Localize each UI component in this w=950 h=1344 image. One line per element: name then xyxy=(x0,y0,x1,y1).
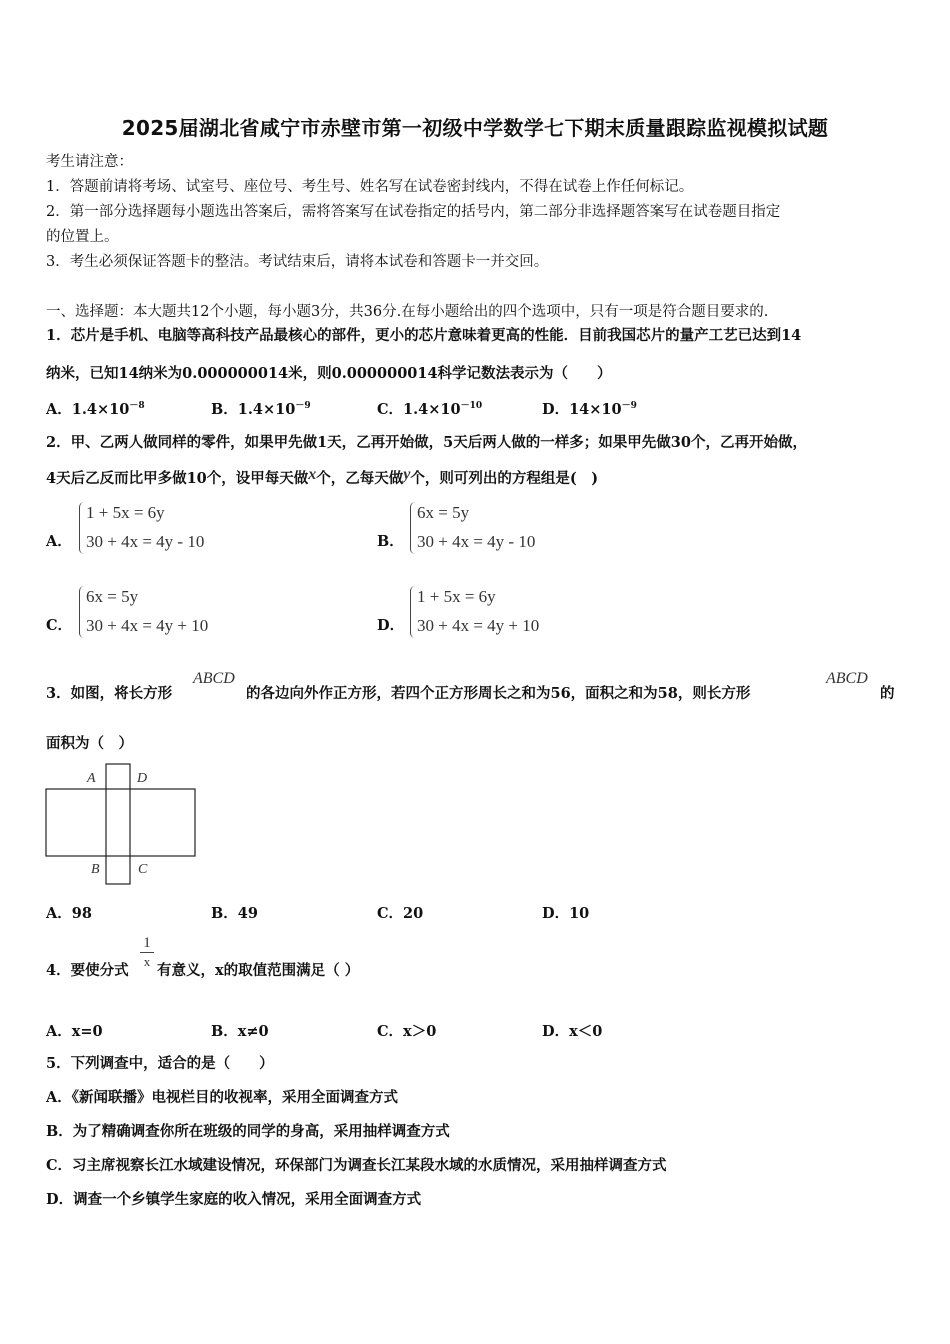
q3-option-d xyxy=(542,902,589,923)
q1-option-c-label: C． xyxy=(377,401,404,418)
q2-var-x: x xyxy=(308,466,317,483)
q4-option-c-label: C． xyxy=(377,1023,404,1040)
q1-option-b xyxy=(211,398,311,419)
q4-option-b-label: B． xyxy=(211,1023,238,1040)
q1-option-a-label: A． xyxy=(46,401,72,418)
notice-item-2-cont: 的位置上。 xyxy=(46,229,119,245)
q1-stem-line2: 纳米，已知14纳米为0.000000014米，则0.000000014科学记数法表示为（ ） xyxy=(46,365,612,382)
q2-option-c-brace xyxy=(79,586,84,638)
q1-option-b-base: 1.4×10 xyxy=(237,401,296,418)
q3-figure xyxy=(40,760,205,890)
notice-item-3: 3．考生必须保证答题卡的整洁。考试结束后，请将本试卷和答题卡一并交回。 xyxy=(46,254,549,270)
q3-figure-outer-rect xyxy=(46,789,195,856)
q2-option-b-eq1: 6x = 5y xyxy=(417,503,470,522)
q3-figure-label-b: B xyxy=(91,862,100,877)
q4-fraction-numerator: 1 xyxy=(143,935,151,951)
q4-option-a xyxy=(46,1020,103,1041)
q3-stem-part-b: 的各边向外作正方形，若四个正方形周长之和为56，面积之和为58，则长方形 xyxy=(246,685,751,702)
q3-option-c-label: C． xyxy=(377,905,404,922)
q2-option-b-eq2: 30 + 4x = 4y - 10 xyxy=(417,532,536,551)
q4-fraction-denominator: x xyxy=(140,952,154,971)
q1-option-d xyxy=(542,398,637,419)
q5-stem: 5．下列调查中，适合的是（ ） xyxy=(46,1055,274,1072)
q1-option-d-label: D． xyxy=(542,401,570,418)
q4-option-d-value: x＜0 xyxy=(569,1023,603,1040)
q2-stem-line2 xyxy=(46,466,599,489)
notice-item-2: 2．第一部分选择题每小题选出答案后，需将答案写在试卷指定的括号内，第二部分非选择题答案写在试卷题目指定 xyxy=(46,204,781,220)
q4-option-b xyxy=(211,1020,269,1041)
q2-var-y: y xyxy=(403,466,411,483)
q4-option-d xyxy=(542,1020,602,1041)
q1-option-c-exp: －10 xyxy=(460,401,483,412)
q1-option-a xyxy=(46,398,145,419)
q4-option-b-value: x≠0 xyxy=(237,1023,269,1040)
q2-option-c-eq1: 6x = 5y xyxy=(86,587,139,606)
q4-stem-part-b: 有意义，x的取值范围满足（ ） xyxy=(157,962,360,979)
q3-option-b-label: B． xyxy=(211,905,238,922)
q2-option-b-brace xyxy=(410,502,415,554)
q3-option-a xyxy=(46,902,92,923)
q1-option-b-label: B． xyxy=(211,401,238,418)
notice-heading: 考生请注意： xyxy=(46,154,133,170)
q1-option-a-base: 1.4×10 xyxy=(71,401,130,418)
q3-option-a-label: A． xyxy=(46,905,72,922)
q2-option-c-label: C． xyxy=(46,617,73,634)
q4-stem-part-a: 4．要使分式 xyxy=(46,962,129,979)
q3-option-c-value: 20 xyxy=(403,905,424,922)
q5-option-a: A．《新闻联播》电视栏目的收视率，采用全面调查方式 xyxy=(46,1089,398,1106)
q4-option-c xyxy=(377,1020,436,1041)
q4-option-a-label: A． xyxy=(46,1023,72,1040)
notice-item-1: 1．答题前请将考场、试室号、座位号、考生号、姓名写在试卷密封线内，不得在试卷上作任何标记。 xyxy=(46,179,694,195)
q4-option-d-label: D． xyxy=(542,1023,570,1040)
q2-stem-part-b: 个，乙每天做 xyxy=(316,470,404,487)
q3-option-c xyxy=(377,902,423,923)
q2-option-a-eq2: 30 + 4x = 4y - 10 xyxy=(86,532,205,551)
q3-option-d-value: 10 xyxy=(569,905,590,922)
q2-option-d-eq1: 1 + 5x = 6y xyxy=(417,587,496,606)
q1-option-c-base: 1.4×10 xyxy=(403,401,461,418)
q3-abcd-2: ABCD xyxy=(826,670,868,687)
q3-option-b xyxy=(211,902,258,923)
q1-option-a-exp: －8 xyxy=(129,401,145,412)
q5-option-d: D．调查一个乡镇学生家庭的收入情况，采用全面调查方式 xyxy=(46,1191,422,1208)
page-title: 2025届湖北省咸宁市赤壁市第一初级中学数学七下期末质量跟踪监视模拟试题 xyxy=(121,116,829,140)
q2-option-d-brace xyxy=(410,586,415,638)
q3-option-b-value: 49 xyxy=(237,905,258,922)
q5-option-c: C．习主席视察长江水域建设情况，环保部门为调查长江某段水域的水质情况，采用抽样调查方式 xyxy=(46,1157,667,1174)
q4-option-a-value: x=0 xyxy=(71,1023,103,1040)
q4-option-c-value: x＞0 xyxy=(403,1023,437,1040)
q1-option-d-exp: －9 xyxy=(621,401,637,412)
q3-stem-line2: 面积为（ ） xyxy=(46,735,133,752)
q4-fraction xyxy=(140,934,154,971)
q2-option-a-label: A． xyxy=(46,533,72,550)
q3-figure-vertical-strip xyxy=(106,764,130,884)
q3-stem-part-a: 3．如图，将长方形 xyxy=(46,685,173,702)
q2-option-d-label: D． xyxy=(377,617,405,634)
q2-stem-part-c: 个，则可列出的方程组是( ) xyxy=(410,470,599,487)
q2-option-b-label: B． xyxy=(377,533,404,550)
q2-option-d-eq2: 30 + 4x = 4y + 10 xyxy=(417,616,540,635)
q3-option-d-label: D． xyxy=(542,905,570,922)
q1-option-b-exp: －9 xyxy=(295,401,311,412)
q1-option-c xyxy=(377,398,482,419)
q2-stem-line1: 2．甲、乙两人做同样的零件，如果甲先做1天，乙再开始做，5天后两人做的一样多；如果甲先做30个，乙再开始做， xyxy=(46,434,807,451)
q2-option-a-eq1: 1 + 5x = 6y xyxy=(86,503,165,522)
q3-figure-label-d: D xyxy=(137,771,148,786)
q3-figure-label-c: C xyxy=(138,862,148,877)
q2-option-a-brace xyxy=(79,502,84,554)
q1-option-d-base: 14×10 xyxy=(569,401,622,418)
q3-figure-label-a: A xyxy=(87,771,96,786)
q2-stem-part-a: 4天后乙反而比甲多做10个，设甲每天做 xyxy=(46,470,309,487)
q5-option-b: B．为了精确调查你所在班级的同学的身高，采用抽样调查方式 xyxy=(46,1123,450,1140)
q3-abcd-1: ABCD xyxy=(193,670,235,687)
section-heading: 一、选择题：本大题共12个小题，每小题3分，共36分.在每小题给出的四个选项中，只有一项是符合题目要求的. xyxy=(46,304,769,320)
q2-option-c-eq2: 30 + 4x = 4y + 10 xyxy=(86,616,209,635)
q3-option-a-value: 98 xyxy=(71,905,92,922)
q1-stem-line1: 1．芯片是手机、电脑等高科技产品最核心的部件，更小的芯片意味着更高的性能．目前我国芯片的量产工艺已达到14 xyxy=(46,327,802,344)
q3-stem-part-c: 的 xyxy=(880,685,895,702)
